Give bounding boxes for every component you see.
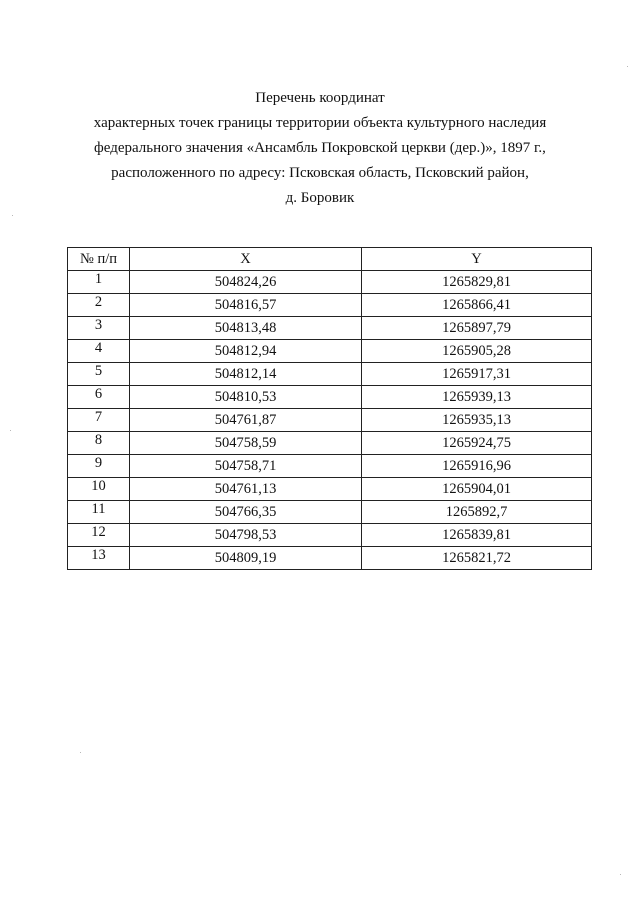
row-number: 9 xyxy=(68,455,130,478)
table-row xyxy=(68,432,592,455)
title-line-5: д. Боровик xyxy=(285,190,355,206)
row-number: 11 xyxy=(68,501,130,524)
x-value: 504813,48 xyxy=(130,317,362,340)
x-value: 504761,87 xyxy=(130,409,362,432)
y-value: 1265839,81 xyxy=(362,524,592,547)
x-value: 504761,13 xyxy=(130,478,362,501)
y-value: 1265916,96 xyxy=(362,455,592,478)
x-value: 504812,94 xyxy=(130,340,362,363)
title-line-4: расположенного по адресу: Псковская область, Псковский район, xyxy=(111,165,529,181)
title-line-1: Перечень координат xyxy=(255,90,385,106)
x-value: 504766,35 xyxy=(130,501,362,524)
x-value: 504758,71 xyxy=(130,455,362,478)
x-value: 504816,57 xyxy=(130,294,362,317)
header-y: Y xyxy=(362,248,592,271)
header-x: X xyxy=(130,248,362,271)
row-number: 2 xyxy=(68,294,130,317)
y-value: 1265866,41 xyxy=(362,294,592,317)
table-row xyxy=(68,524,592,547)
y-value: 1265897,79 xyxy=(362,317,592,340)
title-line-2: характерных точек границы территории объекта культурного наследия xyxy=(93,115,547,131)
x-value: 504809,19 xyxy=(130,547,362,570)
row-number: 4 xyxy=(68,340,130,363)
y-value: 1265904,01 xyxy=(362,478,592,501)
table-row xyxy=(68,271,592,294)
scan-speck xyxy=(80,752,81,753)
row-number: 12 xyxy=(68,524,130,547)
y-value: 1265905,28 xyxy=(362,340,592,363)
table-row xyxy=(68,455,592,478)
table-row xyxy=(68,478,592,501)
y-value: 1265892,7 xyxy=(362,501,592,524)
row-number: 13 xyxy=(68,547,130,570)
table-row xyxy=(68,363,592,386)
table-row xyxy=(68,409,592,432)
table-row xyxy=(68,547,592,570)
x-value: 504812,14 xyxy=(130,363,362,386)
y-value: 1265939,13 xyxy=(362,386,592,409)
y-value: 1265924,75 xyxy=(362,432,592,455)
table-row xyxy=(68,294,592,317)
document-title xyxy=(0,86,640,211)
row-number: 10 xyxy=(68,478,130,501)
x-value: 504758,59 xyxy=(130,432,362,455)
row-number: 8 xyxy=(68,432,130,455)
row-number: 5 xyxy=(68,363,130,386)
x-value: 504810,53 xyxy=(130,386,362,409)
row-number: 7 xyxy=(68,409,130,432)
y-value: 1265829,81 xyxy=(362,271,592,294)
scan-speck xyxy=(12,215,13,216)
header-number: № п/п xyxy=(68,248,130,271)
table-row xyxy=(68,501,592,524)
table-row xyxy=(68,340,592,363)
scan-speck xyxy=(10,430,11,431)
x-value: 504824,26 xyxy=(130,271,362,294)
y-value: 1265821,72 xyxy=(362,547,592,570)
title-line-3: федерального значения «Ансамбль Покровской церкви (дер.)», 1897 г., xyxy=(94,140,546,156)
row-number: 6 xyxy=(68,386,130,409)
table-header-row xyxy=(68,248,592,271)
coordinates-table xyxy=(67,247,592,570)
x-value: 504798,53 xyxy=(130,524,362,547)
table-row xyxy=(68,386,592,409)
scan-speck xyxy=(620,874,621,875)
row-number: 1 xyxy=(68,271,130,294)
row-number: 3 xyxy=(68,317,130,340)
scan-speck xyxy=(627,66,628,67)
table-row xyxy=(68,317,592,340)
y-value: 1265917,31 xyxy=(362,363,592,386)
y-value: 1265935,13 xyxy=(362,409,592,432)
